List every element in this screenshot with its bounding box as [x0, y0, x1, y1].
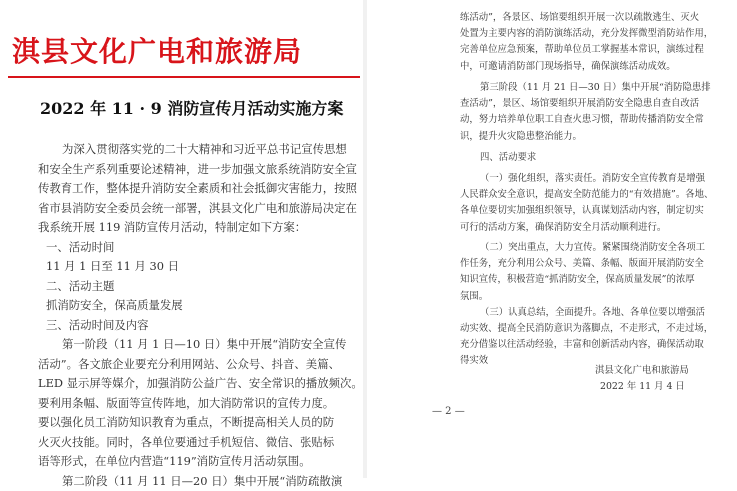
activity-theme: 抓消防安全，保高质量发展 — [46, 296, 183, 316]
body-line: 知识宣传，积极营造“抓消防安全，保高质量发展”的浓厚 — [460, 272, 695, 288]
body-line: 得实效 — [460, 353, 488, 369]
body-line: LED 显示屏等媒介，加强消防公益广告、安全常识的播放频次。 — [38, 374, 363, 394]
body-line: 要利用条幅、版面等宣传阵地，加大消防常识的宣传力度。 — [38, 394, 334, 414]
document-title: 2022 年 11 · 9 消防宣传月活动实施方案 — [40, 96, 343, 119]
body-line: 传教育工作，整体提升消防安全素质和社会抵御灾害能力，按照 — [38, 179, 357, 199]
body-line: 第一阶段（11 月 1 日—10 日）集中开展“消防安全宣传 — [62, 335, 346, 355]
body-line: （二）突出重点，大力宣传。紧紧围绕消防安全各项工 — [480, 240, 705, 256]
body-line: 处置为主要内容的消防演练活动，充分发挥微型消防站作用， — [460, 26, 713, 42]
body-line: 要以强化员工消防知识教育为重点，不断提高相关人员的防 — [38, 413, 334, 433]
activity-time: 11 月 1 日至 11 月 30 日 — [46, 257, 179, 277]
body-line: 查活动”，景区、场馆要组织开展消防安全隐患自查自改活 — [460, 96, 699, 112]
org-header: 淇县文化广电和旅游局 — [12, 30, 302, 70]
body-line: 动，努力培养单位职工自查火患习惯，帮助传播消防安全常 — [460, 112, 704, 128]
signature-org: 淇县文化广电和旅游局 — [595, 362, 689, 376]
body-line: 为深入贯彻落实党的二十大精神和习近平总书记宣传思想 — [62, 140, 347, 160]
body-line: 作任务，充分利用公众号、美篇、条幅、版面开展消防安全 — [460, 256, 704, 272]
red-header-rule — [8, 76, 360, 78]
body-line: 识，提升火灾隐患整治能力。 — [460, 129, 582, 145]
body-line: （一）强化组织，落实责任。消防安全宣传教育是增强 — [480, 171, 705, 187]
body-line: 氛围。 — [460, 289, 488, 305]
body-line: 各单位要切实加强组织领导，认真谋划活动内容，制定切实 — [460, 203, 704, 219]
body-line: 第二阶段（11 月 11 日—20 日）集中开展“消防疏散演 — [62, 472, 342, 491]
section-heading: 二、活动主题 — [46, 277, 114, 297]
body-line: 第三阶段（11 月 21 日—30 日）集中开展“消防隐患排 — [480, 80, 711, 96]
body-line: 我系统开展 119 消防宣传月活动，特制定如下方案： — [38, 218, 306, 238]
body-line: 动实效、提高全民消防意识为落脚点，不走形式，不走过场， — [460, 321, 713, 337]
page-number: — 2 — — [432, 406, 465, 417]
section-heading: 一、活动时间 — [46, 238, 114, 258]
body-line: 火灭火技能。同时，各单位要通过手机短信、微信、张贴标 — [38, 433, 334, 453]
body-line: （三）认真总结，全面提升。各地、各单位要以增强活 — [480, 305, 705, 321]
section-heading: 四、活动要求 — [480, 150, 536, 166]
body-line: 中，可邀请消防部门现场指导，确保演练活动成效。 — [460, 59, 676, 75]
body-line: 可行的活动方案，确保消防安全月活动顺利进行。 — [460, 220, 666, 236]
body-line: 活动”。各文旅企业要充分利用网站、公众号、抖音、美篇、 — [38, 355, 340, 375]
page-divider — [363, 0, 367, 478]
body-line: 省市县消防安全委员会统一部署，淇县文化广电和旅游局决定在 — [38, 199, 357, 219]
section-heading: 三、活动时间及内容 — [46, 316, 149, 336]
body-line: 充分借鉴以往活动经验，丰富和创新活动内容，确保活动取 — [460, 337, 704, 353]
signature-date: 2022 年 11 月 4 日 — [600, 378, 685, 392]
body-line: 人民群众安全意识，提高安全防范能力的“有效措施”。各地、 — [460, 187, 713, 203]
body-line: 练活动”，各景区、场馆要组织开展一次以疏散逃生、灭火 — [460, 10, 699, 26]
body-line: 完善单位应急预案，帮助单位员工掌握基本常识，演练过程 — [460, 42, 704, 58]
body-line: 和安全生产系列重要论述精神，进一步加强文旅系统消防安全宣 — [38, 160, 357, 180]
body-line: 语等形式，在单位内营造“119”消防宣传月活动氛围。 — [38, 452, 311, 472]
